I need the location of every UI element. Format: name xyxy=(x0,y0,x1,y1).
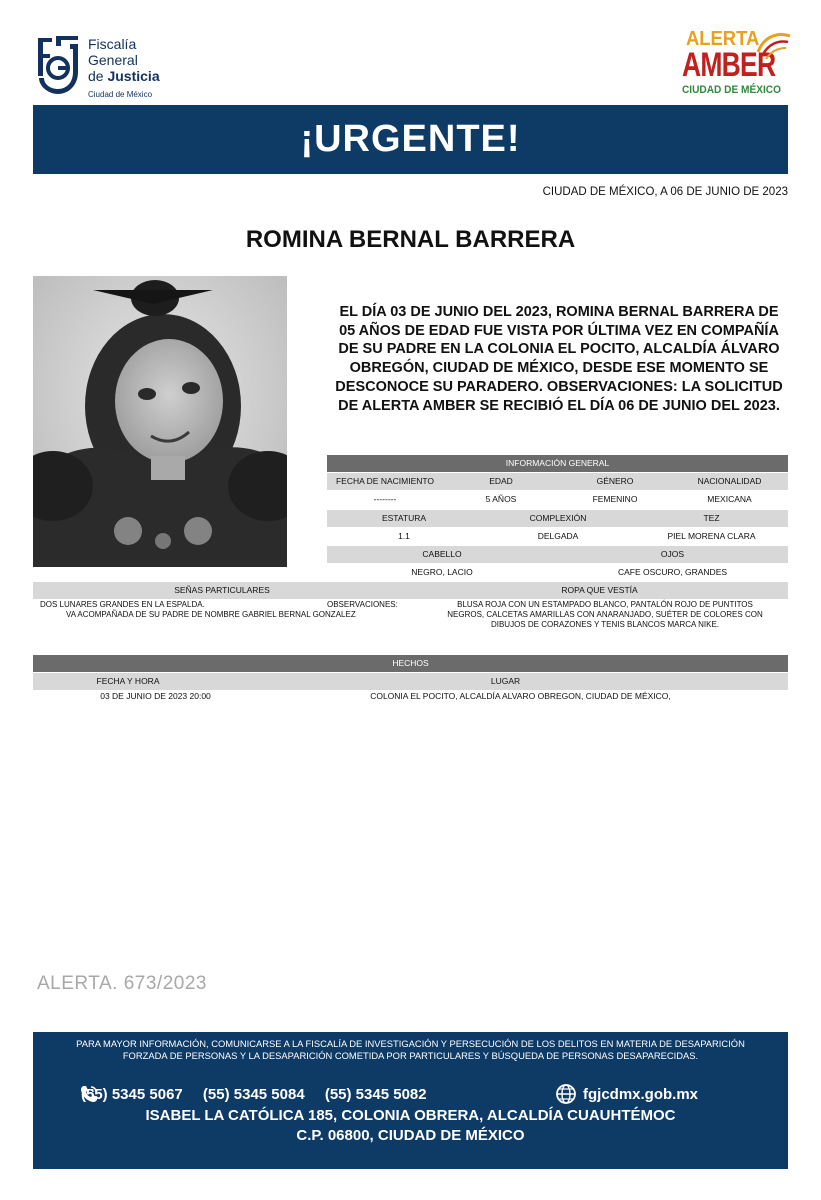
clothing-line2: NEGROS, CALCETAS AMARILLAS CON ANARANJADO, SUÉTER DE COLORES CON xyxy=(447,610,763,619)
header-nationality: NACIONALIDAD xyxy=(697,476,762,486)
marks-line2: VA ACOMPAÑADA DE SU PADRE DE NOMBRE GABRIEL BERNAL GONZALEZ xyxy=(66,610,356,619)
contact-footer xyxy=(33,1032,788,1169)
value-datetime: 03 DE JUNIO DE 2023 20:00 xyxy=(100,691,211,701)
header-datetime: FECHA Y HORA xyxy=(96,676,160,686)
amber-logo-line2: AMBER xyxy=(682,46,776,84)
header-hair: CABELLO xyxy=(422,549,462,559)
person-name: ROMINA BERNAL BARRERA xyxy=(245,226,576,253)
facts-title: HECHOS xyxy=(33,655,788,672)
portrait-image xyxy=(33,276,287,567)
value-nationality: MEXICANA xyxy=(707,494,752,504)
amber-swirl-icon xyxy=(756,30,792,60)
fgj-emblem-icon xyxy=(34,32,82,98)
fgj-logo-line2: General xyxy=(88,52,138,68)
general-info-title: INFORMACIÓN GENERAL xyxy=(327,455,788,472)
footer-website[interactable]: fgjcdmx.gob.mx xyxy=(583,1086,699,1103)
header-build: COMPLEXIÓN xyxy=(529,513,587,523)
fgj-logo-line3-prefix: de xyxy=(88,68,104,84)
header-eyes: OJOS xyxy=(660,549,685,559)
footer-info-line2: FORZADA DE PERSONAS Y LA DESAPARICIÓN COMETIDA POR PARTICULARES Y BÚSQUEDA DE PERSONAS DESAPARECIDAS. xyxy=(122,1050,699,1061)
amber-alert-logo xyxy=(680,28,792,100)
value-gender: FEMENINO xyxy=(592,494,638,504)
header-distinguishing-marks: SEÑAS PARTICULARES xyxy=(174,585,270,595)
footer-address-line1: ISABEL LA CATÓLICA 185, COLONIA OBRERA, ALCALDÍA CUAUHTÉMOC xyxy=(145,1107,676,1124)
value-build: DELGADA xyxy=(537,531,579,541)
phone-number-2[interactable]: (55) 5345 5084 xyxy=(202,1086,305,1103)
value-birthdate: -------- xyxy=(373,494,397,504)
date-line: CIUDAD DE MÉXICO, A 06 DE JUNIO DE 2023 xyxy=(542,186,788,198)
phone-number-1[interactable]: (55) 5345 5067 xyxy=(81,1086,183,1103)
value-age: 5 AÑOS xyxy=(485,494,517,504)
fgj-logo-text xyxy=(88,36,160,102)
missing-person-photo xyxy=(33,276,287,567)
header-birthdate: FECHA DE NACIMIENTO xyxy=(335,476,435,486)
amber-logo-line3: CIUDAD DE MÉXICO xyxy=(682,84,781,96)
fgj-logo xyxy=(34,32,174,102)
value-complexion: PIEL MORENA CLARA xyxy=(667,531,756,541)
header-height: ESTATURA xyxy=(381,513,427,523)
value-height: 1.1 xyxy=(398,531,410,541)
value-eyes: CAFE OSCURO, GRANDES xyxy=(617,567,728,577)
header-clothing: ROPA QUE VESTÍA xyxy=(561,585,638,595)
case-description: EL DÍA 03 DE JUNIO DEL 2023, ROMINA BERNAL BARRERA DE 05 AÑOS DE EDAD FUE VISTA POR ÚLTIMA VEZ EN COMPAÑÍA DE SU PADRE EN LA COLONIA EL POCITO, ALCALDÍA ÁLVARO OBREGÓN, CIUDAD DE MÉXICO, DESDE ESE MOMENTO SE DESCONOCE SU PARADERO. OBSERVACIONES: LA SOLICITUD DE ALERTA AMBER SE RECIBIÓ EL DÍA 06 DE JUNIO DEL 2023. xyxy=(335,304,783,414)
alert-id: ALERTA. 673/2023 xyxy=(37,973,207,994)
footer-address-line2: C.P. 06800, CIUDAD DE MÉXICO xyxy=(296,1127,525,1144)
observations-label: OBSERVACIONES: xyxy=(327,600,398,609)
urgent-banner: ¡URGENTE! xyxy=(33,105,788,174)
footer-info-line1: PARA MAYOR INFORMACIÓN, COMUNICARSE A LA FISCALÍA DE INVESTIGACIÓN Y PERSECUCIÓN DE LOS DELITOS EN MATERIA DE DESAPARICIÓN xyxy=(76,1038,745,1049)
header-gender: GÉNERO xyxy=(596,476,634,486)
fgj-logo-line1: Fiscalía xyxy=(88,36,137,52)
header-place: LUGAR xyxy=(490,676,521,686)
fgj-logo-line3-bold: Justicia xyxy=(107,68,160,84)
value-place: COLONIA EL POCITO, ALCALDÍA ALVARO OBREGON, CIUDAD DE MÉXICO, xyxy=(370,691,671,701)
marks-line1: DOS LUNARES GRANDES EN LA ESPALDA. xyxy=(40,600,205,609)
header-age: EDAD xyxy=(489,476,513,486)
amber-logo-line1: ALERTA xyxy=(686,28,760,50)
clothing-line1: BLUSA ROJA CON UN ESTAMPADO BLANCO, PANTALÓN ROJO DE PUNTITOS xyxy=(457,600,753,609)
fgj-logo-line4: Ciudad de México xyxy=(88,90,153,99)
footer-phones xyxy=(81,1086,443,1103)
globe-icon xyxy=(555,1083,577,1105)
header-complexion: TEZ xyxy=(703,513,720,523)
phone-number-3[interactable]: (55) 5345 5082 xyxy=(324,1086,427,1103)
clothing-line3: DIBUJOS DE CORAZONES Y TENIS BLANCOS MARCA NIKE. xyxy=(490,620,720,629)
footer-info xyxy=(33,1038,788,1062)
value-hair: NEGRO, LACIO xyxy=(411,567,473,577)
